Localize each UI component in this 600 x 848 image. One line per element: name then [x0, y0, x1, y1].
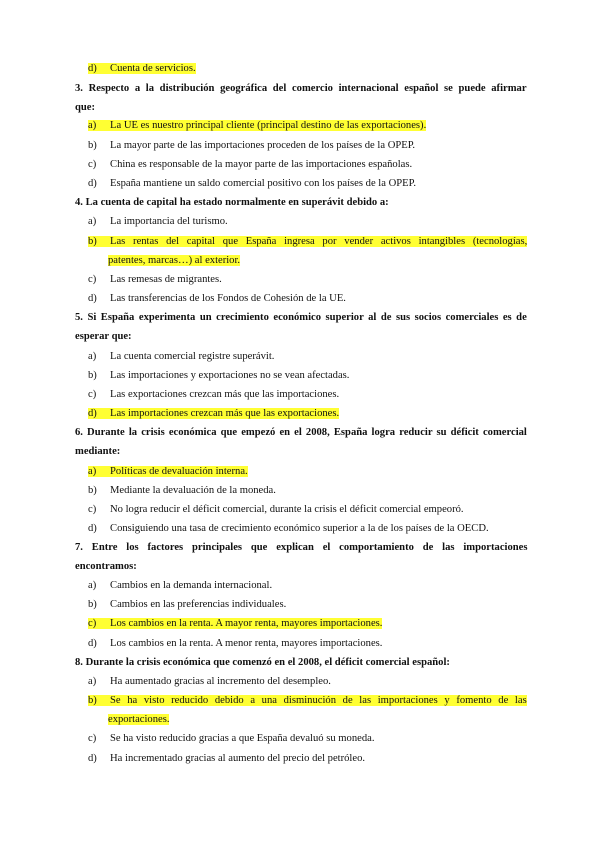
option-line: [88, 522, 489, 536]
option-letter: d): [88, 293, 97, 304]
answer-highlight: [88, 408, 339, 419]
option-letter: d): [88, 753, 97, 764]
answer-highlight: [88, 466, 248, 477]
option-line: [88, 158, 412, 172]
option-text: La mayor parte de las importaciones proceden de los países de la OPEP.: [110, 140, 416, 151]
option-letter: b): [88, 695, 97, 706]
option-text: Cambios en las preferencias individuales.: [110, 599, 287, 610]
question-text: esperar que:: [75, 331, 132, 342]
option-line: [88, 617, 382, 631]
option-line: [88, 215, 228, 229]
option-text: La importancia del turismo.: [110, 216, 228, 227]
option-letter: b): [88, 140, 97, 151]
question-text: encontramos:: [75, 561, 137, 572]
question-text: que:: [75, 102, 96, 113]
option-line: [88, 369, 349, 383]
option-text: Los cambios en la renta. A mayor renta, mayores importaciones.: [110, 618, 383, 629]
option-letter: d): [88, 523, 97, 534]
option-letter: c): [88, 274, 97, 285]
question-text: mediante:: [75, 446, 121, 457]
option-line: [88, 273, 222, 287]
question-text: 5. Si España experimenta un crecimiento económico superior al de sus socios comerciales es de: [75, 312, 527, 323]
question-line: [75, 426, 527, 440]
option-line: [88, 62, 196, 76]
question-text: 6. Durante la crisis económica que empezó en el 2008, España logra reducir su déficit comercial: [75, 427, 527, 438]
option-line: [88, 177, 416, 191]
answer-highlight: [108, 714, 169, 725]
option-letter: a): [88, 120, 97, 131]
question-line: [75, 311, 527, 325]
question-line: [75, 196, 389, 210]
option-text: Se ha visto reducido gracias a que España devaluó su moneda.: [110, 733, 375, 744]
option-letter: a): [88, 466, 97, 477]
option-text: Las remesas de migrantes.: [110, 274, 222, 285]
option-letter: a): [88, 580, 97, 591]
option-text: La UE es nuestro principal cliente (principal destino de las exportaciones).: [110, 120, 427, 131]
question-line: [75, 82, 527, 96]
option-letter: d): [88, 408, 97, 419]
option-text: patentes, marcas…) al exterior.: [108, 255, 241, 266]
option-line: [88, 407, 339, 421]
option-line: [108, 254, 240, 268]
option-line: [108, 713, 169, 727]
option-text: Consiguiendo una tasa de crecimiento económico superior a la de los países de la OECD.: [110, 523, 489, 534]
option-line: [88, 637, 382, 651]
option-line: [88, 752, 365, 766]
option-text: Las exportaciones crezcan más que las importaciones.: [110, 389, 340, 400]
question-line: [75, 560, 137, 574]
option-letter: b): [88, 236, 97, 247]
option-text: Las importaciones crezcan más que las exportaciones.: [110, 408, 340, 419]
question-text: 7. Entre los factores principales que explican el comportamiento de las importaciones: [75, 542, 528, 553]
option-line: [88, 292, 346, 306]
option-letter: c): [88, 504, 97, 515]
answer-highlight: [88, 120, 426, 131]
option-line: [88, 675, 331, 689]
option-line: [88, 694, 527, 708]
answer-highlight: [88, 618, 382, 629]
question-text: 8. Durante la crisis económica que comenzó en el 2008, el déficit comercial español:: [75, 657, 450, 668]
answer-highlight: [88, 695, 527, 706]
option-letter: a): [88, 676, 97, 687]
option-text: Políticas de devaluación interna.: [110, 466, 248, 477]
option-text: Cuenta de servicios.: [110, 63, 196, 74]
option-letter: a): [88, 351, 97, 362]
option-letter: d): [88, 638, 97, 649]
option-text: Las rentas del capital que España ingresa por vender activos intangibles (tecnologías,: [110, 236, 528, 247]
option-line: [88, 388, 339, 402]
option-text: Las transferencias de los Fondos de Cohesión de la UE.: [110, 293, 346, 304]
option-line: [88, 465, 248, 479]
option-text: No logra reducir el déficit comercial, durante la crisis el déficit comercial empeoró.: [110, 504, 464, 515]
question-line: [75, 656, 450, 670]
option-text: Ha aumentado gracias al incremento del desempleo.: [110, 676, 331, 687]
option-text: Se ha visto reducido debido a una disminución de las importaciones y fomento de las: [110, 695, 527, 706]
option-line: [88, 350, 274, 364]
option-letter: c): [88, 618, 97, 629]
option-line: [88, 598, 286, 612]
option-letter: c): [88, 733, 97, 744]
option-text: Las importaciones y exportaciones no se vean afectadas.: [110, 370, 350, 381]
option-text: La cuenta comercial registre superávit.: [110, 351, 275, 362]
option-letter: c): [88, 159, 97, 170]
question-line: [75, 101, 95, 115]
answer-highlight: [88, 236, 527, 247]
option-letter: b): [88, 599, 97, 610]
option-text: Los cambios en la renta. A menor renta, mayores importaciones.: [110, 638, 383, 649]
option-letter: d): [88, 63, 97, 74]
option-text: exportaciones.: [108, 714, 170, 725]
option-text: Ha incrementado gracias al aumento del precio del petróleo.: [110, 753, 366, 764]
option-letter: c): [88, 389, 97, 400]
answer-highlight: [108, 255, 240, 266]
option-text: España mantiene un saldo comercial positivo con los países de la OPEP.: [110, 178, 416, 189]
question-text: 3. Respecto a la distribución geográfica del comercio internacional español se puede afirmar: [75, 83, 527, 94]
question-line: [75, 541, 527, 555]
option-letter: a): [88, 216, 97, 227]
option-line: [88, 503, 464, 517]
question-line: [75, 330, 132, 344]
option-line: [88, 579, 272, 593]
option-letter: b): [88, 370, 97, 381]
option-letter: d): [88, 178, 97, 189]
option-line: [88, 139, 415, 153]
answer-highlight: [88, 63, 196, 74]
question-line: [75, 445, 120, 459]
option-letter: b): [88, 485, 97, 496]
question-text: 4. La cuenta de capital ha estado normalmente en superávit debido a:: [75, 197, 389, 208]
option-line: [88, 235, 527, 249]
option-line: [88, 484, 276, 498]
option-text: Mediante la devaluación de la moneda.: [110, 485, 276, 496]
option-text: Cambios en la demanda internacional.: [110, 580, 273, 591]
option-line: [88, 119, 426, 133]
option-text: China es responsable de la mayor parte de las importaciones españolas.: [110, 159, 413, 170]
option-line: [88, 732, 374, 746]
